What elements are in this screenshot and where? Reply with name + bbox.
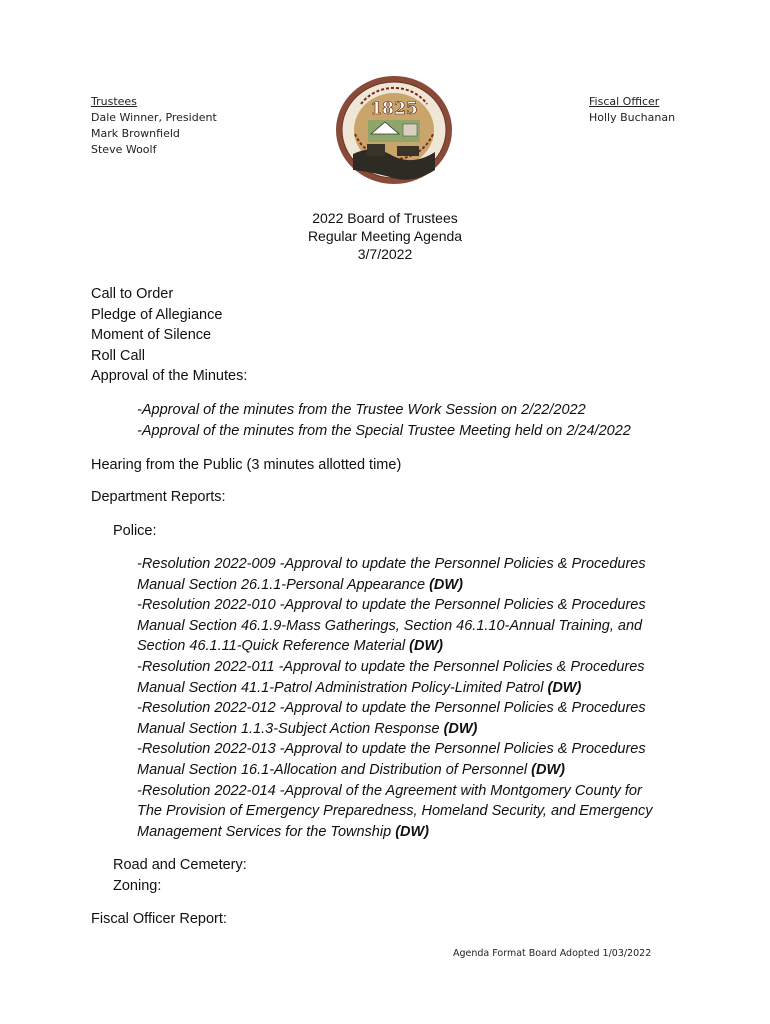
township-seal-logo: [333, 74, 455, 186]
resolution-line: -Resolution 2022-014 -Approval of the Agreement with Montgomery County for: [137, 782, 642, 799]
resolution-line: The Provision of Emergency Preparedness, Homeland Security, and Emergency: [137, 803, 653, 820]
fiscal-officer-heading: Fiscal Officer: [589, 95, 660, 108]
dw-tag: (DW): [409, 638, 443, 655]
minutes-item: -Approval of the minutes from the Special Trustee Meeting held on 2/24/2022: [137, 422, 631, 439]
dw-tag: (DW): [547, 679, 582, 696]
minutes-items: [137, 400, 737, 441]
trustee-name: Dale Winner, President: [91, 111, 217, 124]
resolution-line: Manual Section 26.1.1-Personal Appearance (DW): [137, 576, 463, 593]
dw-tag: (DW): [395, 823, 430, 840]
minutes-item: -Approval of the minutes from the Trustee Work Session on 2/22/2022: [137, 402, 586, 418]
fiscal-officer-block: [589, 94, 675, 126]
footer-note: Agenda Format Board Adopted 1/03/2022: [453, 948, 652, 959]
resolution-line: Manual Section 16.1-Allocation and Distribution of Personnel (DW): [137, 761, 565, 778]
agenda-item: Approval of the Minutes:: [91, 368, 248, 384]
dw-tag: (DW): [531, 761, 565, 778]
zoning-heading: Zoning:: [113, 878, 162, 894]
title-line: 2022 Board of Trustees: [312, 210, 458, 226]
trustees-heading: Trustees: [91, 95, 137, 108]
resolution-line: -Resolution 2022-009 -Approval to update the Personnel Policies & Procedures: [137, 556, 646, 572]
resolution-line: Section 46.1.11-Quick Reference Material (DW): [137, 638, 443, 655]
fiscal-officer-report-heading: Fiscal Officer Report:: [91, 911, 227, 927]
resolution-line: Manual Section 1.1.3-Subject Action Response (DW): [137, 720, 478, 737]
dw-tag: (DW): [443, 720, 478, 737]
resolution-line: -Resolution 2022-012 -Approval to update the Personnel Policies & Procedures: [137, 700, 646, 717]
agenda-item: Moment of Silence: [91, 327, 212, 343]
opening-items: [91, 284, 247, 387]
police-heading: Police:: [113, 523, 157, 539]
trustee-name: Steve Woolf: [91, 143, 157, 156]
meeting-date: 3/7/2022: [357, 246, 413, 262]
public-hearing: Hearing from the Public (3 minutes allotted time): [91, 457, 402, 473]
resolution-line: Management Services for the Township (DW): [137, 823, 430, 840]
agenda-item: Pledge of Allegiance: [91, 306, 223, 323]
department-reports-heading: Department Reports:: [91, 489, 226, 505]
trustee-name: Mark Brownfield: [91, 127, 180, 140]
dw-tag: (DW): [429, 576, 463, 593]
agenda-item: Call to Order: [91, 286, 174, 302]
resolution-line: Manual Section 41.1-Patrol Administration Policy-Limited Patrol (DW): [137, 679, 582, 696]
resolution-line: -Resolution 2022-010 -Approval to update the Personnel Policies & Procedures: [137, 597, 646, 614]
agenda-item: Roll Call: [91, 347, 145, 364]
title-line: Regular Meeting Agenda: [307, 228, 463, 244]
seal-year: 1825: [370, 99, 418, 119]
agenda-title: [0, 209, 770, 263]
resolution-line: -Resolution 2022-013 -Approval to update the Personnel Policies & Procedures: [137, 741, 646, 758]
resolution-line: Manual Section 46.1.9-Mass Gatherings, Section 46.1.10-Annual Training, and: [137, 617, 643, 634]
fiscal-officer-name: Holly Buchanan: [589, 111, 676, 124]
resolution-line: -Resolution 2022-011 -Approval to update the Personnel Policies & Procedures: [137, 658, 645, 675]
trustees-block: [91, 94, 217, 158]
road-cemetery-heading: Road and Cemetery:: [113, 857, 247, 873]
police-resolutions: [137, 554, 737, 842]
